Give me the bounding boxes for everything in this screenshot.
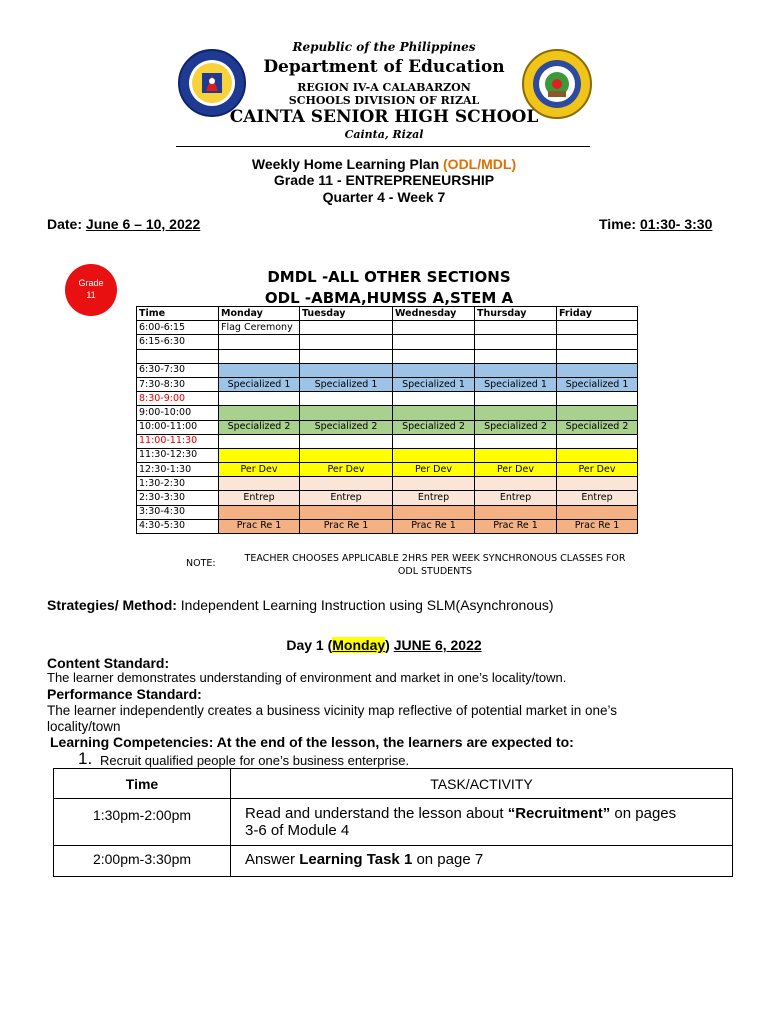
time-line: [599, 216, 712, 232]
date-value: June 6 – 10, 2022: [85, 216, 201, 232]
strategies-line: [47, 597, 554, 613]
plan-title: [0, 156, 768, 172]
plan-title-text: Weekly Home Learning Plan: [251, 156, 444, 172]
schedule-header: Thursday: [475, 307, 557, 321]
day-date: JUNE 6, 2022: [393, 637, 482, 653]
date-label: Date:: [47, 216, 86, 232]
school-location: Cainta, Rizal: [344, 128, 424, 141]
task-activity: [231, 846, 733, 877]
competencies-label: Learning Competencies: At the end of the lesson, the learners are expected to:: [50, 734, 574, 750]
content-standard-text: The learner demonstrates understanding of environment and market in one’s locality/town.: [47, 670, 567, 685]
schedule-cell: Per Dev: [300, 463, 393, 477]
schedule-cell: Entrep: [393, 491, 475, 505]
schedule-time: 4:30-5:30: [137, 519, 219, 533]
task-header-activity: TASK/ACTIVITY: [231, 769, 733, 799]
schedule-time: 9:00-10:00: [137, 406, 219, 420]
schedule-cell: Prac Re 1: [475, 519, 557, 533]
schedule-time: [137, 349, 219, 363]
schedule-time: 8:30-9:00: [137, 392, 219, 406]
schedule-cell: Prac Re 1: [219, 519, 300, 533]
schedule-note-text: ODL STUDENTS: [397, 566, 473, 577]
schedule-cell: Specialized 1: [300, 377, 393, 391]
content-standard-label: Content Standard:: [47, 655, 170, 671]
schedule-cell: Entrep: [557, 491, 638, 505]
time-label: Time:: [599, 216, 640, 232]
schedule-cell: Specialized 1: [557, 377, 638, 391]
task-row: [54, 799, 733, 846]
schedule-time: 6:30-7:30: [137, 363, 219, 377]
time-value: 01:30- 3:30: [639, 216, 713, 232]
day-prefix: Day 1 (: [286, 637, 333, 653]
task-activity: [231, 799, 733, 846]
region-line: REGION IV-A CALABARZON: [297, 81, 471, 94]
task-time: 2:00pm-3:30pm: [54, 846, 231, 877]
schedule-header: Tuesday: [300, 307, 393, 321]
task-table: [53, 768, 733, 877]
schedule-time: 11:00-11:30: [137, 434, 219, 448]
schedule-image: [136, 258, 642, 580]
performance-standard-text-cont: locality/town: [47, 719, 121, 734]
performance-standard-label: Performance Standard:: [47, 686, 202, 702]
schedule-time: 10:00-11:00: [137, 420, 219, 434]
schedule-cell: Specialized 1: [219, 377, 300, 391]
schedule-cell: Per Dev: [475, 463, 557, 477]
schedule-time: 6:00-6:15: [137, 321, 219, 335]
header-divider: [176, 146, 590, 147]
strategies-text: Independent Learning Instruction using SLM(Asynchronous): [176, 597, 554, 613]
schedule-cell: Per Dev: [393, 463, 475, 477]
schedule-time: 11:30-12:30: [137, 448, 219, 462]
schedule-time: 6:15-6:30: [137, 335, 219, 349]
schedule-time: 12:30-1:30: [137, 463, 219, 477]
schedule-cell: Prac Re 1: [557, 519, 638, 533]
quarter-title: Quarter 4 - Week 7: [322, 189, 446, 205]
date-line: [47, 216, 200, 232]
schedule-cell: Entrep: [300, 491, 393, 505]
schedule-time: 3:30-4:30: [137, 505, 219, 519]
day-heading: [0, 637, 768, 653]
schedule-cell: Specialized 2: [557, 420, 638, 434]
task-header-time: Time: [54, 769, 231, 799]
schedule-header: Wednesday: [393, 307, 475, 321]
schedule-cell: Entrep: [475, 491, 557, 505]
schedule-header: Monday: [219, 307, 300, 321]
republic-line: Republic of the Philippines: [292, 40, 476, 54]
task-activity-text: Answer: [245, 851, 300, 868]
schedule-cell: Specialized 2: [393, 420, 475, 434]
task-activity-bold: Learning Task 1: [299, 851, 413, 868]
schedule-table: [136, 306, 638, 534]
task-time: 1:30pm-2:00pm: [54, 799, 231, 846]
schedule-cell: Entrep: [219, 491, 300, 505]
schedule-cell: Prac Re 1: [300, 519, 393, 533]
schedule-cell: Specialized 2: [475, 420, 557, 434]
competency-item: Recruit qualified people for one’s business enterprise.: [100, 753, 410, 768]
schedule-note-text: TEACHER CHOOSES APPLICABLE 2HRS PER WEEK SYNCHRONOUS CLASSES FOR: [244, 553, 626, 564]
schedule-cell: Specialized 2: [219, 420, 300, 434]
schedule-cell: Specialized 1: [393, 377, 475, 391]
task-row: [54, 846, 733, 877]
schedule-header: Time: [137, 307, 219, 321]
strategies-label: Strategies/ Method:: [47, 597, 177, 613]
grade-badge: [65, 264, 117, 316]
plan-mode: (ODL/MDL): [443, 156, 517, 172]
schedule-cell: Per Dev: [557, 463, 638, 477]
task-activity-text: on pages: [610, 805, 677, 822]
grade-badge-number: 11: [86, 290, 96, 300]
competency-number: 1.: [78, 749, 93, 768]
schedule-note-label: NOTE:: [186, 558, 216, 569]
task-activity-text: Read and understand the lesson about: [245, 805, 508, 822]
schedule-time: 1:30-2:30: [137, 477, 219, 491]
schedule-cell: Flag Ceremony: [219, 321, 300, 335]
division-line: SCHOOLS DIVISION OF RIZAL: [288, 94, 480, 107]
task-activity-text: on page 7: [412, 851, 484, 868]
grade-title: Grade 11 - ENTREPRENEURSHIP: [273, 172, 495, 188]
schedule-header: Friday: [557, 307, 638, 321]
day-weekday: Monday: [332, 637, 386, 653]
schedule-cell: Specialized 2: [300, 420, 393, 434]
performance-standard-text: The learner independently creates a business vicinity map reflective of potential market in one’s: [47, 703, 618, 718]
schedule-cell: Per Dev: [219, 463, 300, 477]
task-activity-bold: “Recruitment”: [507, 805, 611, 822]
grade-badge-label: Grade: [78, 278, 104, 288]
schedule-cell: Specialized 1: [475, 377, 557, 391]
school-name: CAINTA SENIOR HIGH SCHOOL: [229, 107, 539, 127]
schedule-cell: Prac Re 1: [393, 519, 475, 533]
schedule-title-odl: ODL -ABMA,HUMSS A,STEM A: [264, 289, 514, 307]
schedule-title-dmdl: DMDL -ALL OTHER SECTIONS: [267, 268, 511, 286]
day-suffix: ): [385, 637, 394, 653]
schedule-time: 2:30-3:30: [137, 491, 219, 505]
department-line: Department of Education: [263, 57, 505, 77]
schedule-time: 7:30-8:30: [137, 377, 219, 391]
task-activity-text: 3-6 of Module 4: [245, 822, 350, 839]
